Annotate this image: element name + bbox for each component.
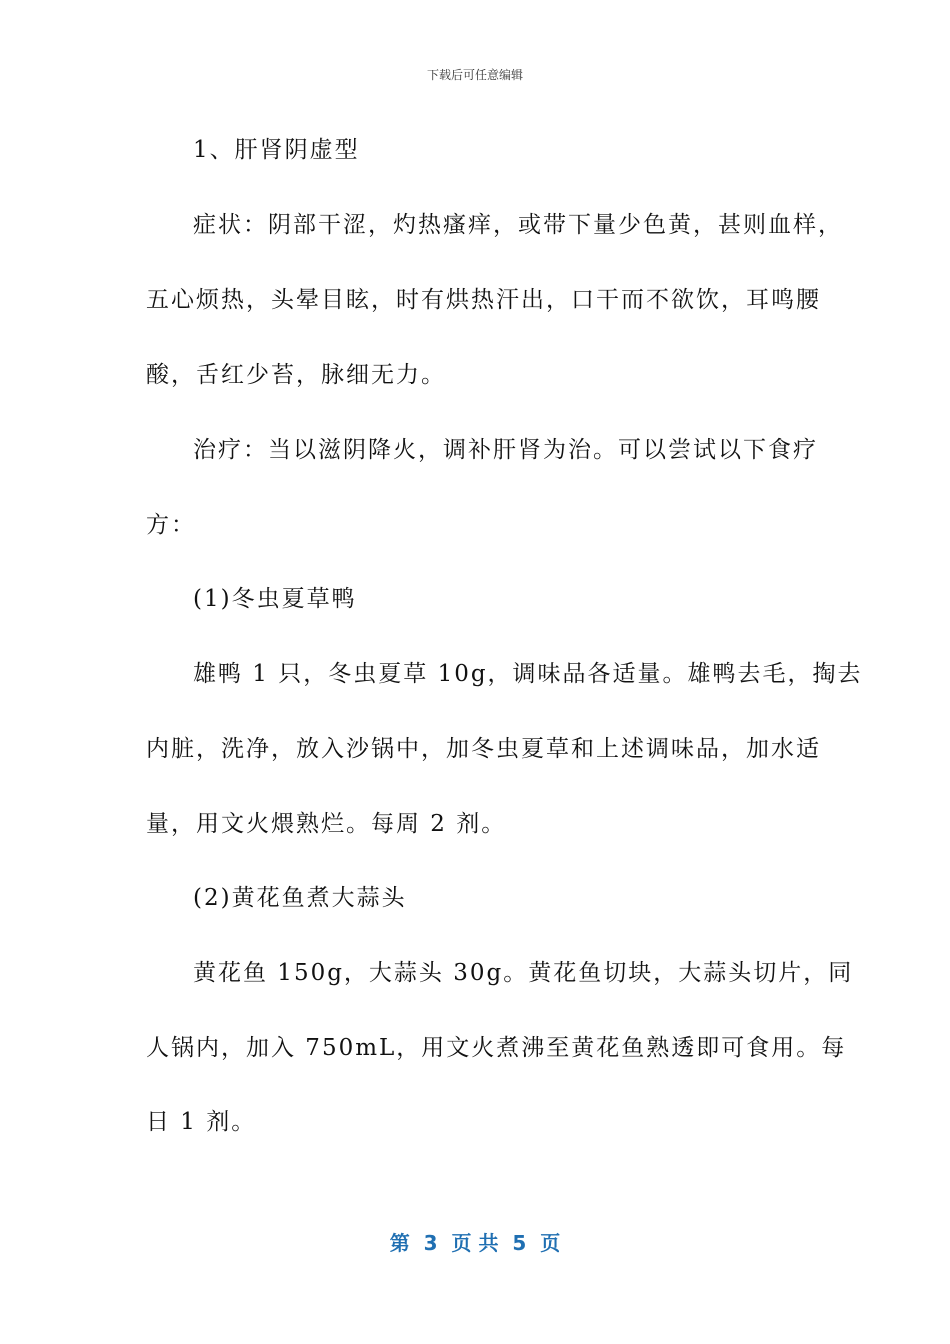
paragraph-line: 治疗：当以滋阴降火，调补肝肾为治。可以尝试以下食疗: [193, 437, 818, 463]
paragraph-line: 酸，舌红少苔，脉细无力。: [146, 362, 446, 388]
page-header-note: 下载后可任意编辑: [426, 68, 523, 82]
paragraph-line: 雄鸭 1 只，冬虫夏草 10g，调味品各适量。雄鸭去毛，掏去: [193, 661, 863, 687]
paragraph-line: 量，用文火煨熟烂。每周 2 剂。: [146, 811, 507, 837]
paragraph-line: 内脏，洗净，放入沙锅中，加冬虫夏草和上述调味品，加水适: [146, 736, 821, 762]
paragraph-line: 黄花鱼 150g，大蒜头 30g。黄花鱼切块，大蒜头切片，同: [193, 960, 854, 986]
paragraph-line: 方：: [146, 512, 196, 538]
recipe-heading: (1)冬虫夏草鸭: [193, 586, 357, 612]
paragraph-line: 日 1 剂。: [146, 1109, 257, 1135]
paragraph-line: 症状：阴部干涩，灼热瘙痒，或带下量少色黄，甚则血样，: [193, 212, 843, 238]
recipe-heading: (2)黄花鱼煮大蒜头: [193, 885, 407, 911]
paragraph-line: 五心烦热，头晕目眩，时有烘热汗出，口干而不欲饮，耳鸣腰: [146, 287, 821, 313]
section-heading: 1、肝肾阴虚型: [193, 137, 360, 163]
page-number-footer: 第 3 页 共 5 页: [389, 1231, 561, 1255]
paragraph-line: 人锅内，加入 750mL，用文火煮沸至黄花鱼熟透即可食用。每: [146, 1035, 847, 1061]
